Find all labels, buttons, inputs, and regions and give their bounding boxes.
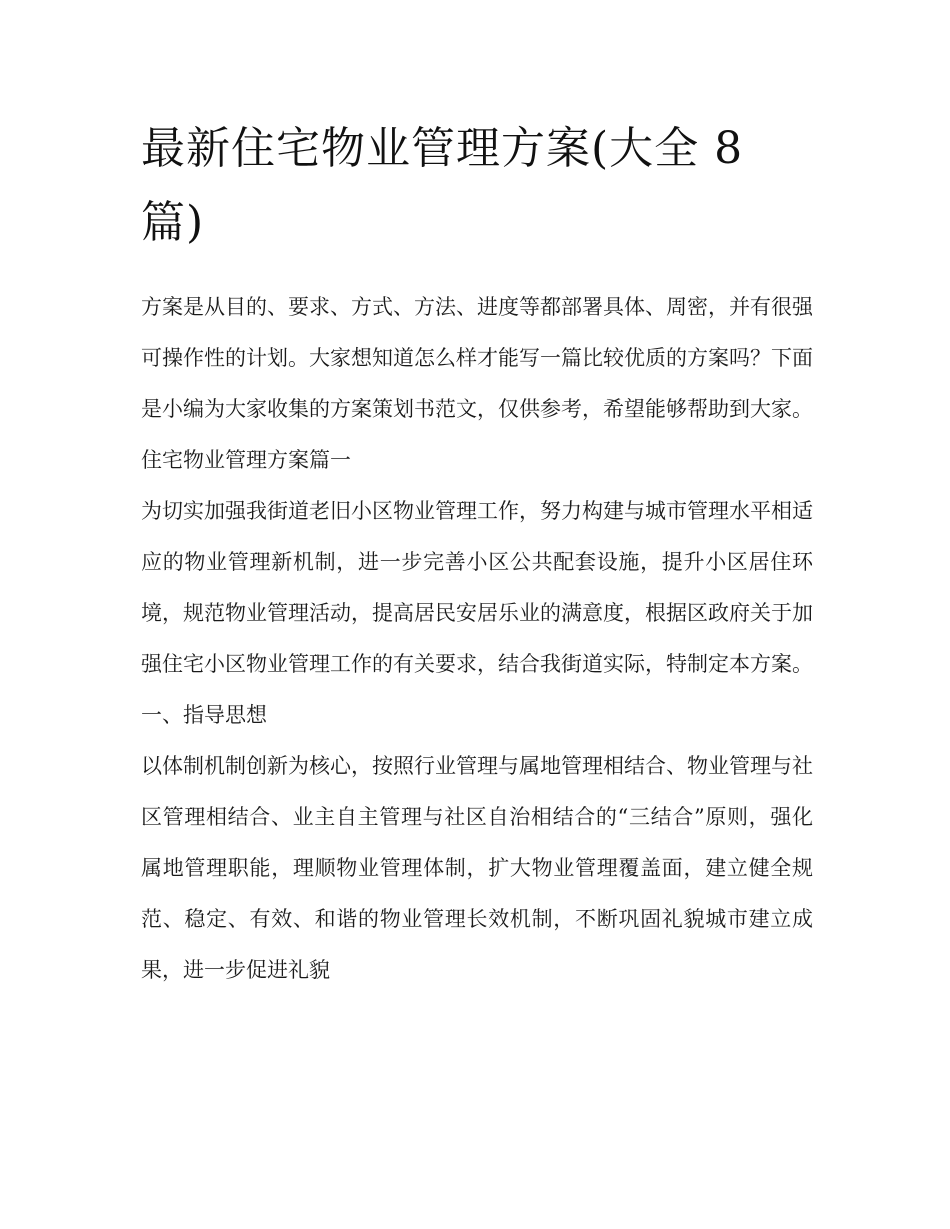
document-title: 最新住宅物业管理方案(大全 8 篇) — [141, 123, 744, 248]
document-body — [141, 112, 813, 996]
section-heading-plan-one: 住宅物业管理方案篇一 — [141, 448, 351, 472]
intro-paragraph: 方案是从目的、要求、方式、方法、进度等都部署具体、周密，并有很强可操作性的计划。大家想知道怎么样才能写一篇比较优质的方案吗？下面是小编为大家收集的方案策划书范文，仅供参考，希望能够帮助到大家。 — [141, 295, 813, 421]
section-heading-guiding-ideology: 一、指导思想 — [141, 703, 267, 727]
guiding-ideology-paragraph: 以体制机制创新为核心，按照行业管理与属地管理相结合、物业管理与社区管理相结合、业主自主管理与社区自治相结合的“三结合”原则，强化属地管理职能，理顺物业管理体制，扩大物业管理覆盖面，建立健全规范、稳定、有效、和谐的物业管理长效机制，不断巩固礼貌城市建立成果，进一步促进礼貌 — [141, 754, 813, 982]
plan-one-paragraph: 为切实加强我街道老旧小区物业管理工作，努力构建与城市管理水平相适应的物业管理新机制，进一步完善小区公共配套设施，提升小区居住环境，规范物业管理活动，提高居民安居乐业的满意度，根据区政府关于加强住宅小区物业管理工作的有关要求，结合我街道实际，特制定本方案。 — [141, 499, 813, 676]
